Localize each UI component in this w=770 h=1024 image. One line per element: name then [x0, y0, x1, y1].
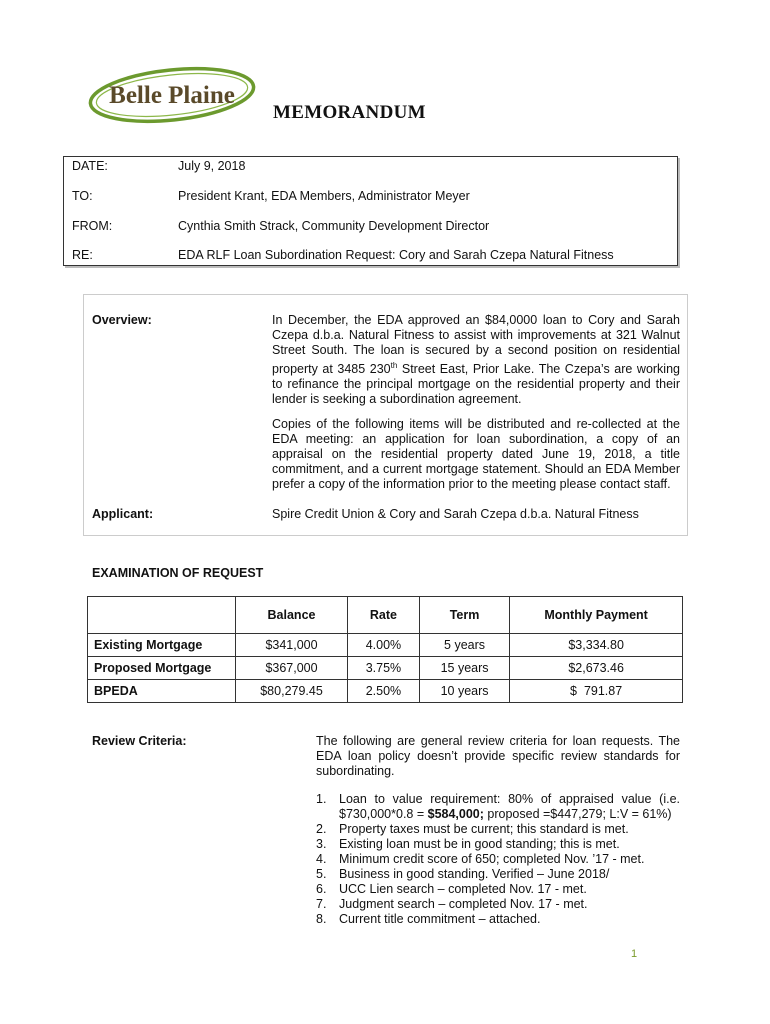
list-item: [316, 897, 680, 912]
from-value: Cynthia Smith Strack, Community Development Director: [178, 219, 490, 233]
to-label: TO:: [72, 189, 93, 203]
item-number: 7.: [316, 897, 327, 911]
from-label: FROM:: [72, 219, 113, 233]
row-label: Existing Mortgage: [88, 634, 236, 657]
date-label: DATE:: [72, 159, 108, 173]
table-cell: 5 years: [419, 634, 509, 657]
item-number: 4.: [316, 852, 327, 866]
table-cell: 4.00%: [348, 634, 420, 657]
item-number: 2.: [316, 822, 327, 836]
table-header-row: [88, 597, 683, 634]
item-number: 8.: [316, 912, 327, 926]
list-item: [316, 837, 680, 852]
table-cell: $367,000: [236, 657, 348, 680]
table-row: [88, 634, 683, 657]
table-cell: 10 years: [419, 680, 509, 703]
item-text: Judgment search – completed Nov. 17 - met.: [339, 897, 588, 911]
item-number: 1.: [316, 792, 327, 806]
table-header-cell: Rate: [348, 597, 420, 634]
item1-bold-value: $584,000;: [427, 807, 484, 821]
overview-paragraph-1: [272, 313, 680, 407]
overview-label: Overview:: [92, 313, 152, 327]
table-cell: 2.50%: [348, 680, 420, 703]
table-cell: $ 791.87: [510, 680, 683, 703]
list-item: [316, 867, 680, 882]
memorandum-title: MEMORANDUM: [273, 102, 426, 123]
belle-plaine-logo: [86, 66, 258, 124]
table-header-cell: Monthly Payment: [510, 597, 683, 634]
table-header-cell: Term: [419, 597, 509, 634]
table-cell: $3,334.80: [510, 634, 683, 657]
re-value: EDA RLF Loan Subordination Request: Cory and Sarah Czepa Natural Fitness: [178, 248, 614, 262]
overview-paragraph-2: Copies of the following items will be distributed and re-collected at the EDA meeting: an application for loan subordination, a copy of an appraisal on the residential property dated June 19, 2018, a title commitment, and a current mortgage statement. Should an EDA Member prefer a copy of the information prior to the meeting please contact staff.: [272, 417, 680, 491]
table-header-cell: [88, 597, 236, 634]
loan-table: [87, 596, 683, 703]
table-cell: 3.75%: [348, 657, 420, 680]
item-text: Existing loan must be in good standing; this is met.: [339, 837, 620, 851]
item-text: UCC Lien search – completed Nov. 17 - met.: [339, 882, 587, 896]
item1-text-b: proposed =$447,279; L:V = 61%): [483, 807, 672, 821]
list-item: [316, 882, 680, 897]
item-text: [339, 792, 680, 822]
table-cell: $341,000: [236, 634, 348, 657]
date-value: July 9, 2018: [178, 159, 246, 173]
item-text: Current title commitment – attached.: [339, 912, 541, 926]
review-criteria-label: Review Criteria:: [92, 734, 187, 748]
list-item: [316, 852, 680, 867]
examination-title: EXAMINATION OF REQUEST: [92, 566, 264, 580]
applicant-label: Applicant:: [92, 507, 154, 521]
table-cell: $80,279.45: [236, 680, 348, 703]
row-label: BPEDA: [88, 680, 236, 703]
table-row: [88, 680, 683, 703]
item-text: Minimum credit score of 650; completed Nov. ’17 - met.: [339, 852, 645, 866]
review-intro: The following are general review criteria for loan requests. The EDA loan policy doesn’t provide specific review standards for subordinating.: [316, 734, 680, 778]
item-text: Business in good standing. Verified – June 2018/: [339, 867, 610, 881]
item-number: 5.: [316, 867, 327, 881]
overview-text-a: In December, the EDA approved an $84,0000 loan to Cory and Sarah Czepa d.b.a. Natural Fitness to assist with improvements at 321 Walnut Street South. The loan is secured by a second position on residential property at 3485 230: [272, 313, 680, 377]
overview-section: [83, 294, 688, 536]
row-label: Proposed Mortgage: [88, 657, 236, 680]
re-label: RE:: [72, 248, 93, 262]
list-item: [316, 912, 680, 927]
applicant-value: Spire Credit Union & Cory and Sarah Czepa d.b.a. Natural Fitness: [272, 507, 639, 521]
item1-text-a: Loan to value requirement: 80% of appraised value (i.e. $730,000*0.8 =: [339, 792, 680, 821]
item-text: Property taxes must be current; this standard is met.: [339, 822, 629, 836]
item-number: 3.: [316, 837, 327, 851]
item-number: 6.: [316, 882, 327, 896]
criteria-list: [316, 792, 680, 927]
to-value: President Krant, EDA Members, Administrator Meyer: [178, 189, 470, 203]
page-number: 1: [631, 948, 638, 960]
table-row: [88, 657, 683, 680]
table-cell: $2,673.46: [510, 657, 683, 680]
table-cell: 15 years: [419, 657, 509, 680]
list-item: [316, 822, 680, 837]
list-item: [316, 792, 680, 822]
overview-text-b: Street East, Prior Lake. The Czepa’s are working to refinance the principal mortgage on the residential property and their lender is seeking a subordination agreement.: [272, 362, 680, 407]
ordinal-suffix: th: [390, 361, 398, 370]
svg-text:Belle Plaine: Belle Plaine: [109, 82, 235, 109]
memo-header: [63, 156, 678, 266]
table-header-cell: Balance: [236, 597, 348, 634]
